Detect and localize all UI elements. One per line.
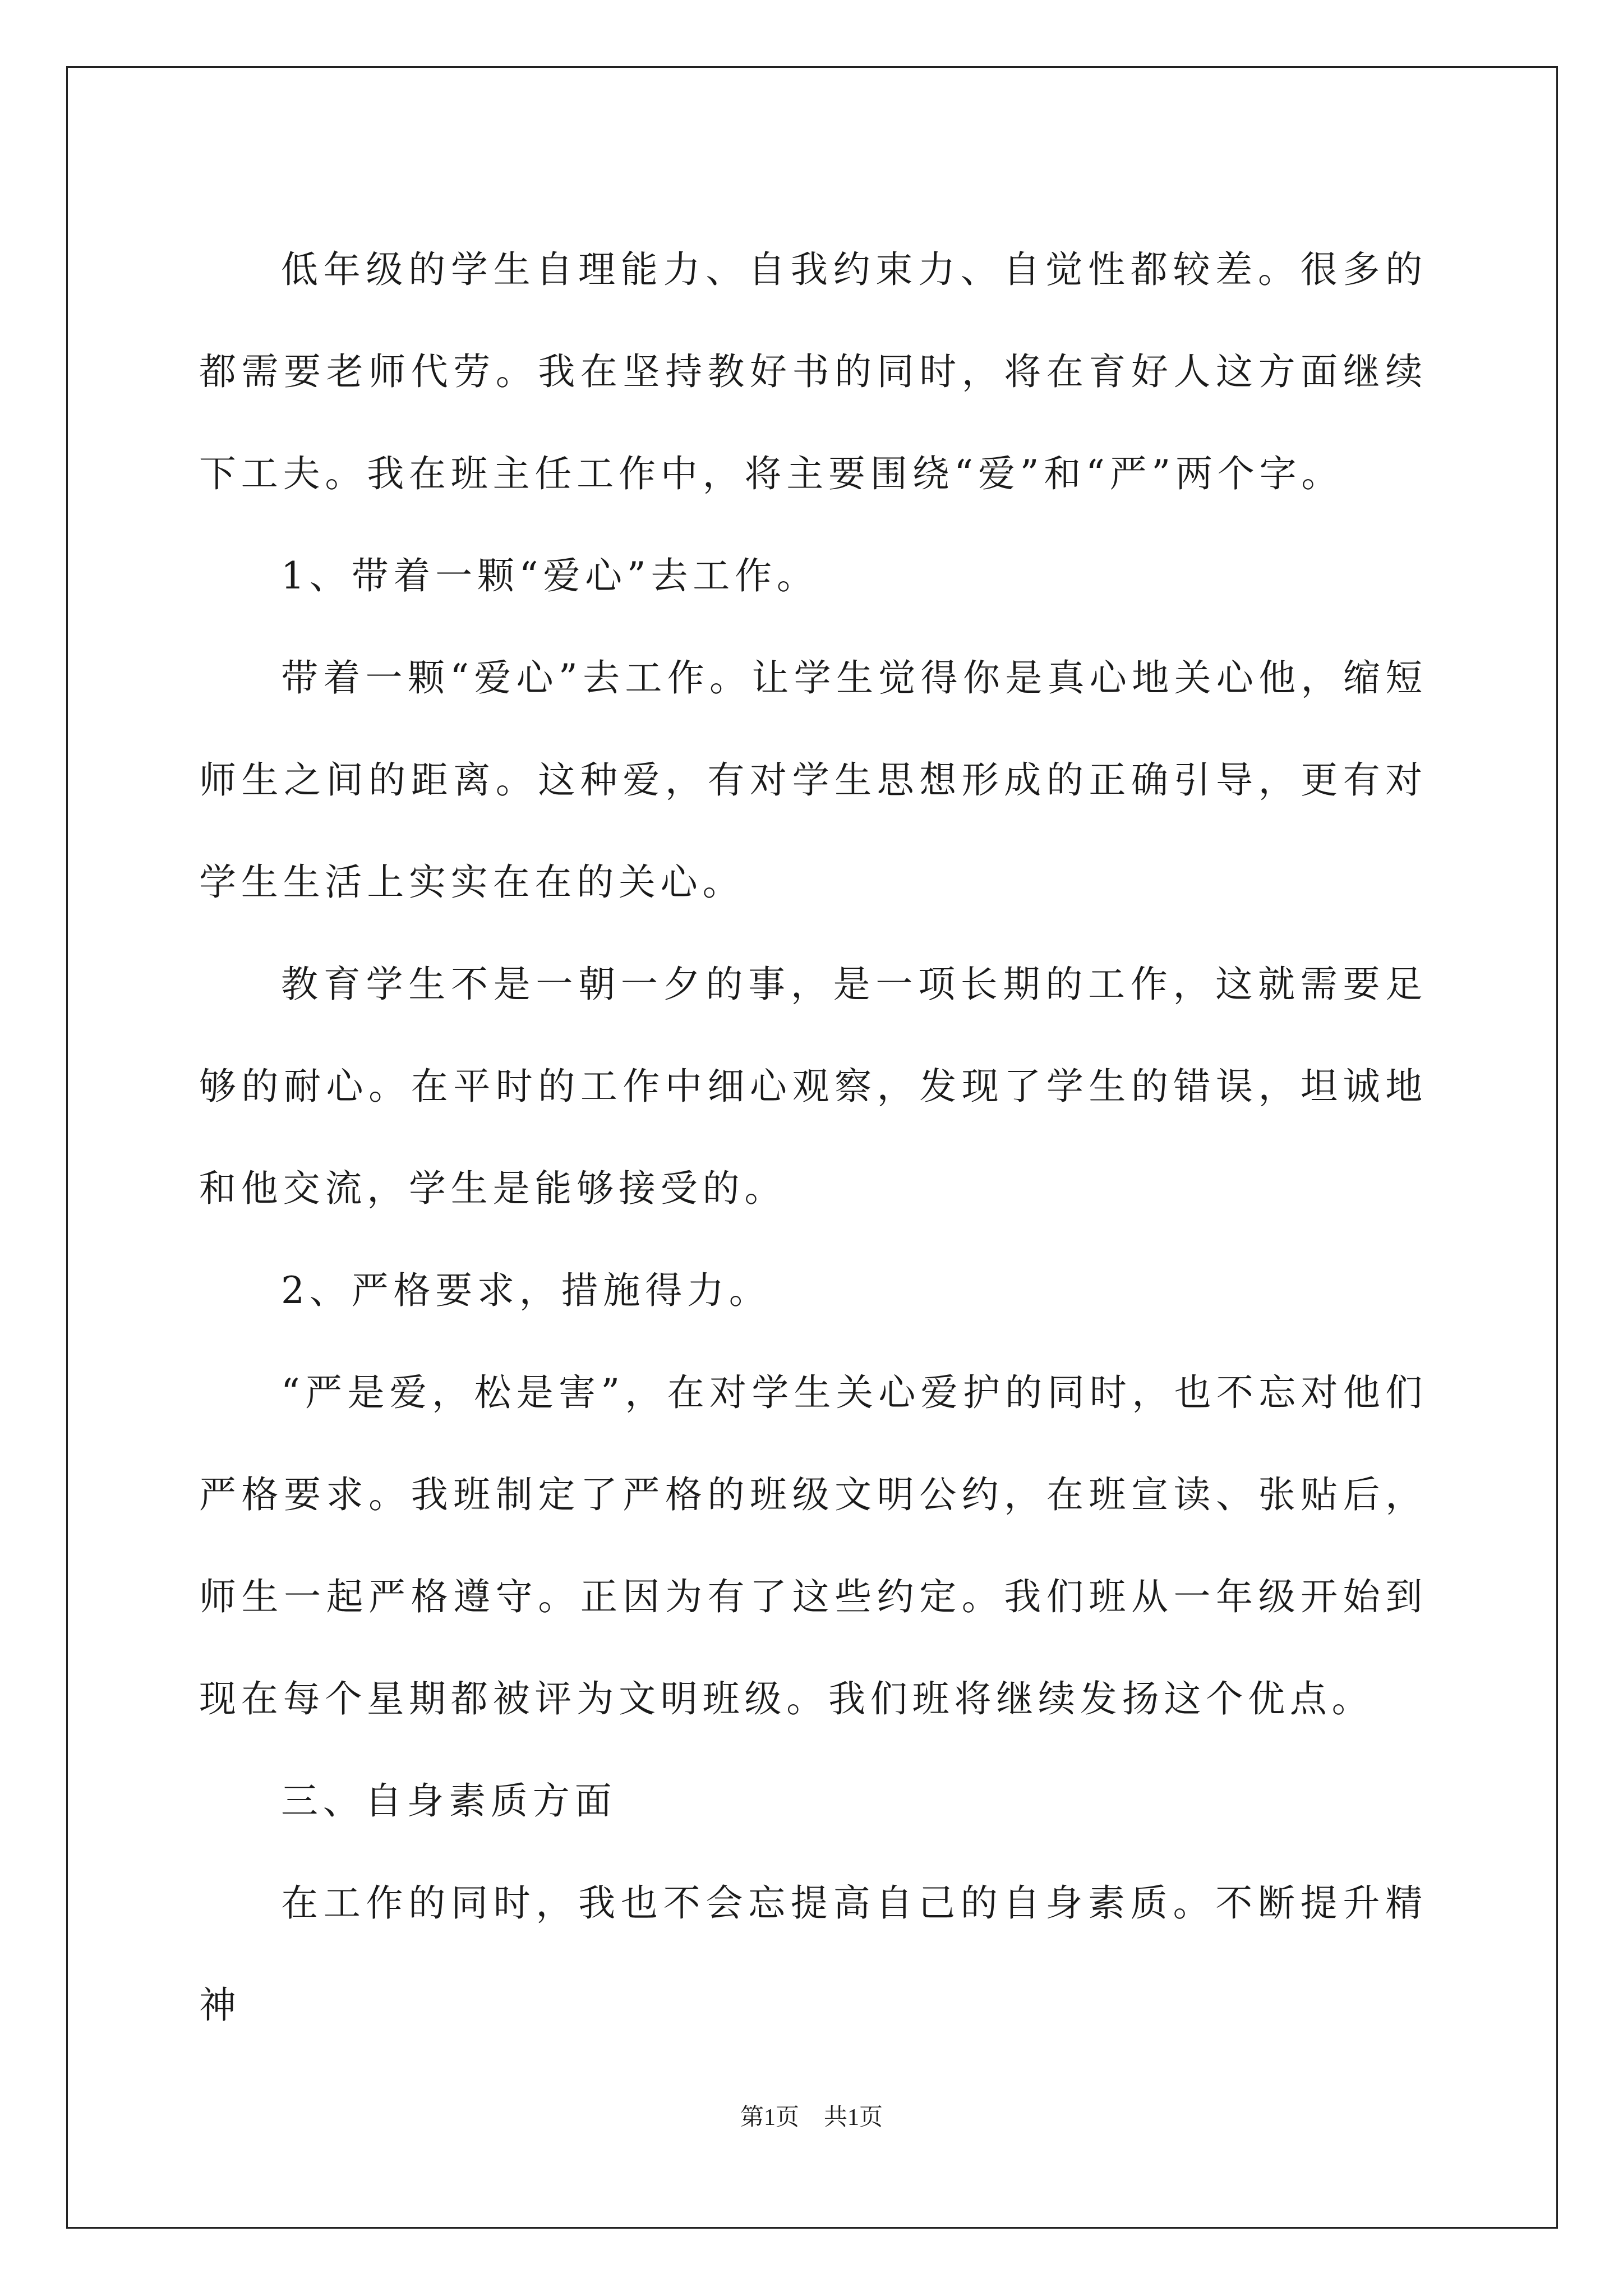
page-number: 第1页 xyxy=(740,2105,799,2131)
section-heading-self-quality: 三、自身素质方面 xyxy=(281,1779,617,1823)
paragraph-strict: “严是爱，松是害”，在对学生关心爱护的同时，也不忘对他们严格要求。我班制定了严格的班级文明公约，在班宣读、张贴后，师生一起严格遵守。正因为有了这些约定。我们班从一年级开始到现在每个星期都被评为文明班级。我们班将继续发扬这个优点。 xyxy=(199,1371,1427,1720)
paragraph-love: 带着一颗“爱心”去工作。让学生觉得你是真心地关心他，缩短师生之间的距离。这种爱，有对学生思想形成的正确引导，更有对学生生活上实实在在的关心。 xyxy=(199,656,1427,904)
page-total: 共1页 xyxy=(824,2105,883,2131)
paragraph-self-quality: 在工作的同时，我也不会忘提高自己的自身素质。不断提升精神 xyxy=(199,1881,1427,2027)
section-heading-strict: 2、严格要求，措施得力。 xyxy=(281,1269,771,1312)
paragraph-patience: 教育学生不是一朝一夕的事，是一项长期的工作，这就需要足够的耐心。在平时的工作中细心观察，发现了学生的错误，坦诚地和他交流，学生是能够接受的。 xyxy=(199,963,1427,1210)
paragraph-intro: 低年级的学生自理能力、自我约束力、自觉性都较差。很多的都需要老师代劳。我在坚持教好书的同时，将在育好人这方面继续下工夫。我在班主任工作中，将主要围绕“爱”和“严”两个字。 xyxy=(199,248,1427,495)
page-footer xyxy=(0,2101,1623,2134)
section-heading-love: 1、带着一颗“爱心”去工作。 xyxy=(281,554,819,597)
document-body xyxy=(199,219,1427,2056)
